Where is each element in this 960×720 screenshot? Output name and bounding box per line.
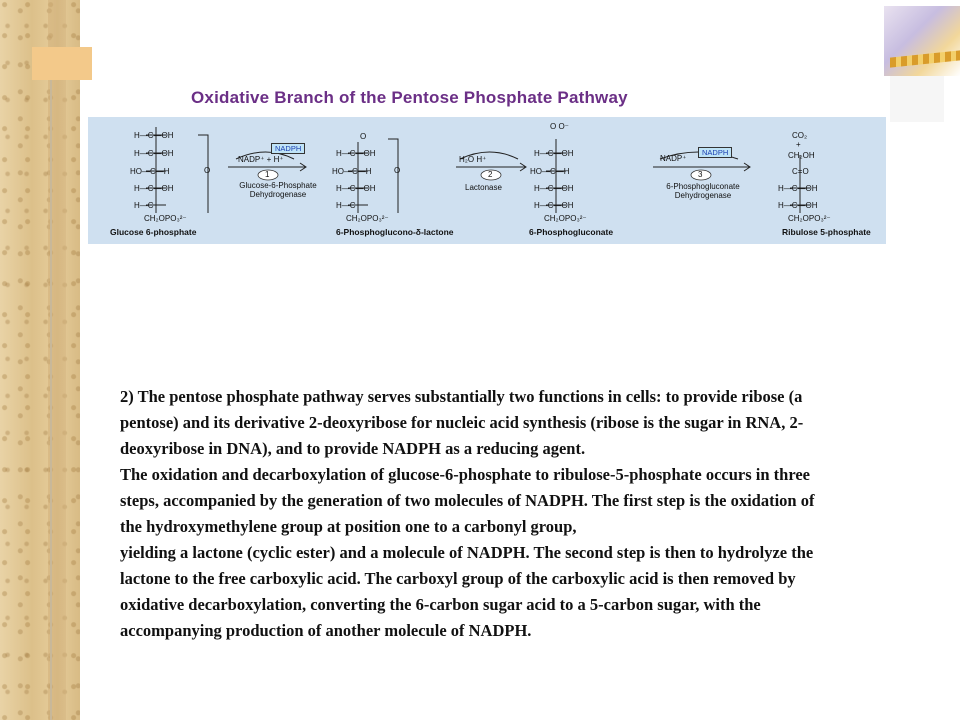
step3-enzyme: 6-Phosphogluconate Dehydrogenase: [666, 182, 740, 200]
svg-text:H—C—OH: H—C—OH: [778, 201, 818, 210]
atom-labels: [130, 122, 831, 223]
svg-text:H—C—OH: H—C—OH: [778, 184, 818, 193]
compound-phosphogluconolactone: 6-Phosphoglucono-δ-lactone: [336, 227, 454, 237]
pathway-diagram: [88, 117, 886, 244]
step-markers: [258, 170, 711, 180]
svg-text:H—C—OH: H—C—OH: [336, 184, 376, 193]
svg-text:O O⁻: O O⁻: [550, 122, 569, 131]
corner-decoration: [884, 6, 960, 76]
svg-text:H—C—OH: H—C—OH: [336, 149, 376, 158]
body-text: [120, 384, 840, 644]
svg-text:O: O: [204, 166, 211, 175]
corner-shadow: [890, 76, 944, 122]
pathway-figure: [88, 117, 886, 244]
svg-text:CH₂OPO₃²⁻: CH₂OPO₃²⁻: [144, 214, 187, 223]
svg-text:H—C—OH: H—C—OH: [534, 149, 574, 158]
corner-wave: [890, 50, 960, 67]
svg-text:O: O: [394, 166, 401, 175]
parchment-sidebar: [0, 0, 80, 720]
svg-text:CH₂OH: CH₂OH: [788, 151, 815, 160]
step1-reactants: NADP⁺ + H⁺: [238, 155, 284, 164]
svg-text:CH₂OPO₃²⁻: CH₂OPO₃²⁻: [788, 214, 831, 223]
svg-text:O: O: [360, 132, 367, 141]
co2-label: CO₂: [792, 131, 808, 140]
paragraph-steps: yielding a lactone (cyclic ester) and a molecule of NADPH. The second step is then to hydrolyze the lactone to the free carboxylic acid. The carboxyl group of the carboxylic acid is then removed by oxidative decarboxylation, converting the 6-carbon sugar acid to a 5-carbon sugar, with the accompanying production of another molecule of NADPH.: [120, 543, 814, 640]
compound-glucose-6-phosphate: Glucose 6-phosphate: [110, 227, 197, 237]
divider-line: [50, 80, 52, 720]
step2-reactants: H₂O H⁺: [459, 155, 487, 164]
svg-text:C=O: C=O: [792, 167, 809, 176]
step1-enzyme: Glucose-6-Phosphate Dehydrogenase: [239, 181, 317, 199]
svg-text:CH₂OPO₃²⁻: CH₂OPO₃²⁻: [346, 214, 389, 223]
paragraph-oxidation: The oxidation and decarboxylation of glucose-6-phosphate to ribulose-5-phosphate occurs in three steps, accompanied by the generation of two molecules of NADPH. The first step is the oxidation of the hydroxymethylene group at position one to a carbonyl group,: [120, 465, 815, 536]
step1-number: 1: [265, 170, 270, 179]
svg-text:H—C: H—C: [134, 201, 154, 210]
compound-phosphogluconate: 6-Phosphogluconate: [529, 227, 614, 237]
accent-bar: [32, 47, 92, 80]
step2-number: 2: [488, 170, 493, 179]
step2-enzyme: Lactonase: [465, 183, 502, 192]
slide-title: Oxidative Branch of the Pentose Phosphate Pathway: [191, 88, 628, 107]
paragraph-functions: 2) The pentose phosphate pathway serves substantially two functions in cells: to provide ribose (a pentose) and its derivative 2-deoxyribose for nucleic acid synthesis (ribose is the sugar in RNA, 2-deoxyribose in DNA), and to provide NADPH as a reducing agent.: [120, 387, 804, 458]
compound-ribulose-5-phosphate: Ribulose 5-phosphate: [782, 227, 871, 237]
svg-text:H—C: H—C: [336, 201, 356, 210]
step3-number: 3: [698, 170, 703, 179]
svg-text:H—C—OH: H—C—OH: [534, 201, 574, 210]
svg-text:H—C—OH: H—C—OH: [534, 184, 574, 193]
structure-lines: [146, 127, 810, 213]
svg-text:HO—C—H: HO—C—H: [332, 167, 372, 176]
step3-cofactor-badge: NADPH: [698, 147, 732, 158]
step3-reactants: NADP⁺: [660, 154, 687, 163]
plus-sign: +: [796, 140, 801, 149]
svg-text:HO—C—H: HO—C—H: [130, 167, 170, 176]
svg-text:H—C—OH: H—C—OH: [134, 149, 174, 158]
svg-text:H—C—OH: H—C—OH: [134, 184, 174, 193]
svg-text:H—C—OH: H—C—OH: [134, 131, 174, 140]
step1-cofactor-badge: NADPH: [271, 143, 305, 154]
svg-text:HO—C—H: HO—C—H: [530, 167, 570, 176]
svg-text:CH₂OPO₃²⁻: CH₂OPO₃²⁻: [544, 214, 587, 223]
